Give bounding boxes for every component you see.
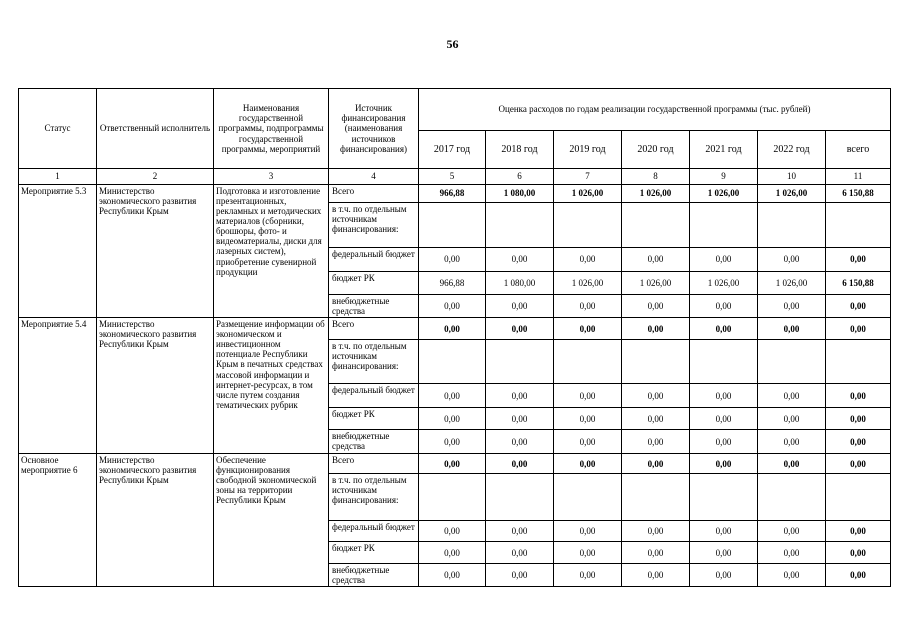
value-cell: 6 150,88 [826,185,891,203]
value-cell: 0,00 [554,408,622,430]
value-cell: 0,00 [622,521,690,542]
value-cell: 1 026,00 [622,272,690,295]
value-cell: 0,00 [826,521,891,542]
value-cell: 0,00 [419,521,486,542]
source-federal: федеральный бюджет [329,384,419,408]
value-cell: 0,00 [758,248,826,272]
value-cell: 0,00 [758,521,826,542]
value-cell: 0,00 [622,542,690,564]
value-cell: 0,00 [826,295,891,318]
value-cell: 0,00 [758,430,826,454]
value-cell: 0,00 [419,248,486,272]
value-cell: 0,00 [690,295,758,318]
value-cell: 0,00 [758,564,826,587]
value-cell: 0,00 [486,521,554,542]
page-number: 56 [446,37,459,51]
value-cell: 0,00 [826,454,891,474]
value-cell: 0,00 [826,430,891,454]
column-index: 9 [690,169,758,185]
value-cell: 1 026,00 [554,272,622,295]
source-offbudget: внебюджетные средства [329,295,419,318]
header-status: Статус [19,89,97,169]
source-total: Всего [329,454,419,474]
section-executor: Министерство экономического развития Республики Крым [97,318,214,454]
column-index: 10 [758,169,826,185]
column-index: 5 [419,169,486,185]
value-cell: 0,00 [419,384,486,408]
value-cell: 0,00 [486,454,554,474]
value-cell: 0,00 [419,542,486,564]
column-index-row [19,169,891,185]
source-including: в т.ч. по отдельным источникам финансирования: [329,203,419,248]
source-offbudget: внебюджетные средства [329,564,419,587]
value-cell: 6 150,88 [826,272,891,295]
header-expense-estimate: Оценка расходов по годам реализации государственной программы (тыс. рублей) [419,89,891,131]
value-cell: 966,88 [419,272,486,295]
value-cell: 0,00 [486,384,554,408]
header-executor: Ответственный исполнитель [97,89,214,169]
section-status: Основное мероприятие 6 [19,454,97,587]
value-cell: 0,00 [419,318,486,340]
value-cell: 0,00 [622,430,690,454]
value-cell: 0,00 [486,542,554,564]
header-year: 2017 год [419,131,486,169]
source-offbudget: внебюджетные средства [329,430,419,454]
column-index: 7 [554,169,622,185]
value-cell: 1 026,00 [690,272,758,295]
value-cell: 0,00 [622,295,690,318]
value-cell: 0,00 [554,248,622,272]
value-cell: 1 026,00 [758,185,826,203]
value-cell: 0,00 [486,295,554,318]
value-cell: 0,00 [758,454,826,474]
source-budget-rk: бюджет РК [329,272,419,295]
value-cell: 0,00 [622,564,690,587]
column-index: 3 [214,169,329,185]
header-name: Наименования государственной программы, подпрограммы государственной программы, мероприятий [214,89,329,169]
value-cell: 0,00 [826,318,891,340]
value-cell: 0,00 [690,521,758,542]
value-cell: 1 080,00 [486,272,554,295]
section-status: Мероприятие 5.3 [19,185,97,318]
financing-table [18,88,891,587]
source-total: Всего [329,318,419,340]
section-name: Размещение информации об экономическом и инвестиционном потенциале Республики Крым в печатных средствах массовой информации и интернет-ресурсах, в том числе путем создания тематических рубрик [214,318,329,454]
section-status: Мероприятие 5.4 [19,318,97,454]
value-cell: 0,00 [486,430,554,454]
header-year: 2018 год [486,131,554,169]
header-year: 2022 год [758,131,826,169]
column-index: 1 [19,169,97,185]
value-cell: 0,00 [690,384,758,408]
column-index: 11 [826,169,891,185]
section-executor: Министерство экономического развития Республики Крым [97,454,214,587]
section-total-row [19,318,891,340]
value-cell: 0,00 [622,384,690,408]
value-cell: 0,00 [690,564,758,587]
value-cell: 0,00 [758,295,826,318]
value-cell: 0,00 [554,384,622,408]
value-cell: 0,00 [419,564,486,587]
value-cell: 0,00 [554,318,622,340]
value-cell: 0,00 [554,295,622,318]
value-cell: 0,00 [690,318,758,340]
value-cell: 0,00 [486,564,554,587]
column-index: 8 [622,169,690,185]
section-executor: Министерство экономического развития Республики Крым [97,185,214,318]
value-cell: 0,00 [690,454,758,474]
header-row [19,89,891,131]
value-cell: 0,00 [826,564,891,587]
value-cell: 0,00 [486,248,554,272]
section-name: Обеспечение функционирования свободной экономической зоны на территории Республики Крым [214,454,329,587]
value-cell: 0,00 [419,295,486,318]
header-total: всего [826,131,891,169]
value-cell: 0,00 [419,454,486,474]
value-cell: 0,00 [690,542,758,564]
section-total-row [19,454,891,474]
value-cell: 0,00 [554,454,622,474]
value-cell: 1 026,00 [758,272,826,295]
header-year: 2021 год [690,131,758,169]
value-cell: 0,00 [554,430,622,454]
value-cell: 0,00 [826,248,891,272]
value-cell: 0,00 [826,408,891,430]
value-cell: 0,00 [554,521,622,542]
value-cell: 0,00 [419,430,486,454]
source-budget-rk: бюджет РК [329,542,419,564]
value-cell: 0,00 [690,248,758,272]
column-index: 4 [329,169,419,185]
value-cell: 0,00 [554,564,622,587]
value-cell: 0,00 [554,542,622,564]
column-index: 6 [486,169,554,185]
value-cell: 0,00 [622,454,690,474]
value-cell: 0,00 [758,408,826,430]
value-cell: 0,00 [826,542,891,564]
source-budget-rk: бюджет РК [329,408,419,430]
column-index: 2 [97,169,214,185]
header-year: 2019 год [554,131,622,169]
value-cell: 0,00 [486,408,554,430]
value-cell: 1 026,00 [690,185,758,203]
value-cell: 0,00 [622,318,690,340]
value-cell: 0,00 [758,542,826,564]
value-cell: 966,88 [419,185,486,203]
source-including: в т.ч. по отдельным источникам финансирования: [329,340,419,384]
value-cell: 0,00 [622,408,690,430]
value-cell: 0,00 [486,318,554,340]
value-cell: 0,00 [622,248,690,272]
value-cell: 1 080,00 [486,185,554,203]
value-cell: 0,00 [758,318,826,340]
source-including: в т.ч. по отдельным источникам финансирования: [329,474,419,521]
source-total: Всего [329,185,419,203]
section-name: Подготовка и изготовление презентационных, рекламных и методических материалов (сборники, брошюры, фото- и видеоматериалы, диски для лазерных систем), приобретение сувенирной продукции [214,185,329,318]
source-federal: федеральный бюджет [329,248,419,272]
value-cell: 0,00 [690,430,758,454]
value-cell: 0,00 [419,408,486,430]
value-cell: 0,00 [826,384,891,408]
value-cell: 1 026,00 [622,185,690,203]
value-cell: 1 026,00 [554,185,622,203]
section-total-row [19,185,891,203]
value-cell: 0,00 [690,408,758,430]
header-year: 2020 год [622,131,690,169]
header-source: Источник финансирования (наименования источников финансирования) [329,89,419,169]
source-federal: федеральный бюджет [329,521,419,542]
value-cell: 0,00 [758,384,826,408]
